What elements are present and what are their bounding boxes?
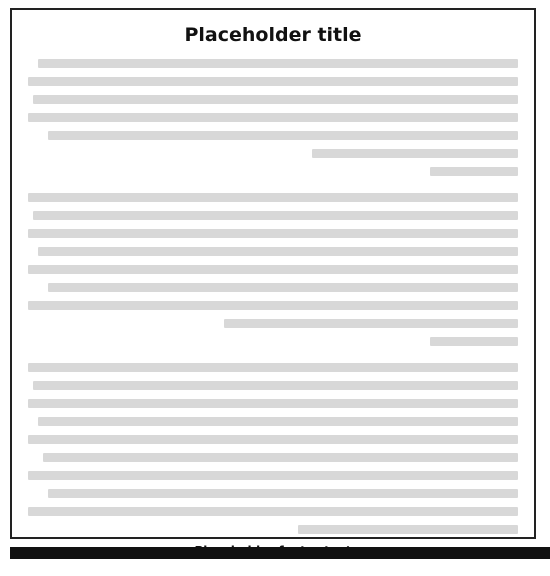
text-line-placeholder: [38, 417, 518, 426]
text-line-placeholder: [38, 59, 518, 68]
text-line-placeholder: [28, 229, 518, 238]
document-frame: [10, 8, 536, 539]
text-line-placeholder: [28, 301, 518, 310]
text-line-placeholder: [28, 265, 518, 274]
text-line-placeholder: [48, 283, 518, 292]
document-title: Placeholder title: [184, 24, 362, 46]
paragraph-2-placeholder: [28, 193, 518, 355]
text-line-placeholder: [43, 453, 518, 462]
text-line-placeholder: [430, 337, 518, 346]
paragraph-1-placeholder: [28, 59, 518, 185]
text-line-placeholder: [28, 113, 518, 122]
bottom-black-rule: [10, 547, 550, 559]
text-line-placeholder: [28, 193, 518, 202]
text-line-placeholder: [298, 525, 519, 534]
text-line-placeholder: [48, 489, 518, 498]
text-line-placeholder: [38, 247, 518, 256]
text-line-placeholder: [28, 507, 518, 516]
text-line-placeholder: [28, 435, 518, 444]
text-line-placeholder: [28, 471, 518, 480]
text-line-placeholder: [28, 363, 518, 372]
text-line-placeholder: [33, 381, 518, 390]
text-line-placeholder: [28, 77, 518, 86]
text-line-placeholder: [28, 399, 518, 408]
paragraph-3-placeholder: [28, 363, 518, 543]
text-line-placeholder: [33, 95, 518, 104]
text-line-placeholder: [430, 167, 518, 176]
text-line-placeholder: [312, 149, 518, 158]
text-line-placeholder: [48, 131, 518, 140]
text-line-placeholder: [33, 211, 518, 220]
text-line-placeholder: [224, 319, 518, 328]
